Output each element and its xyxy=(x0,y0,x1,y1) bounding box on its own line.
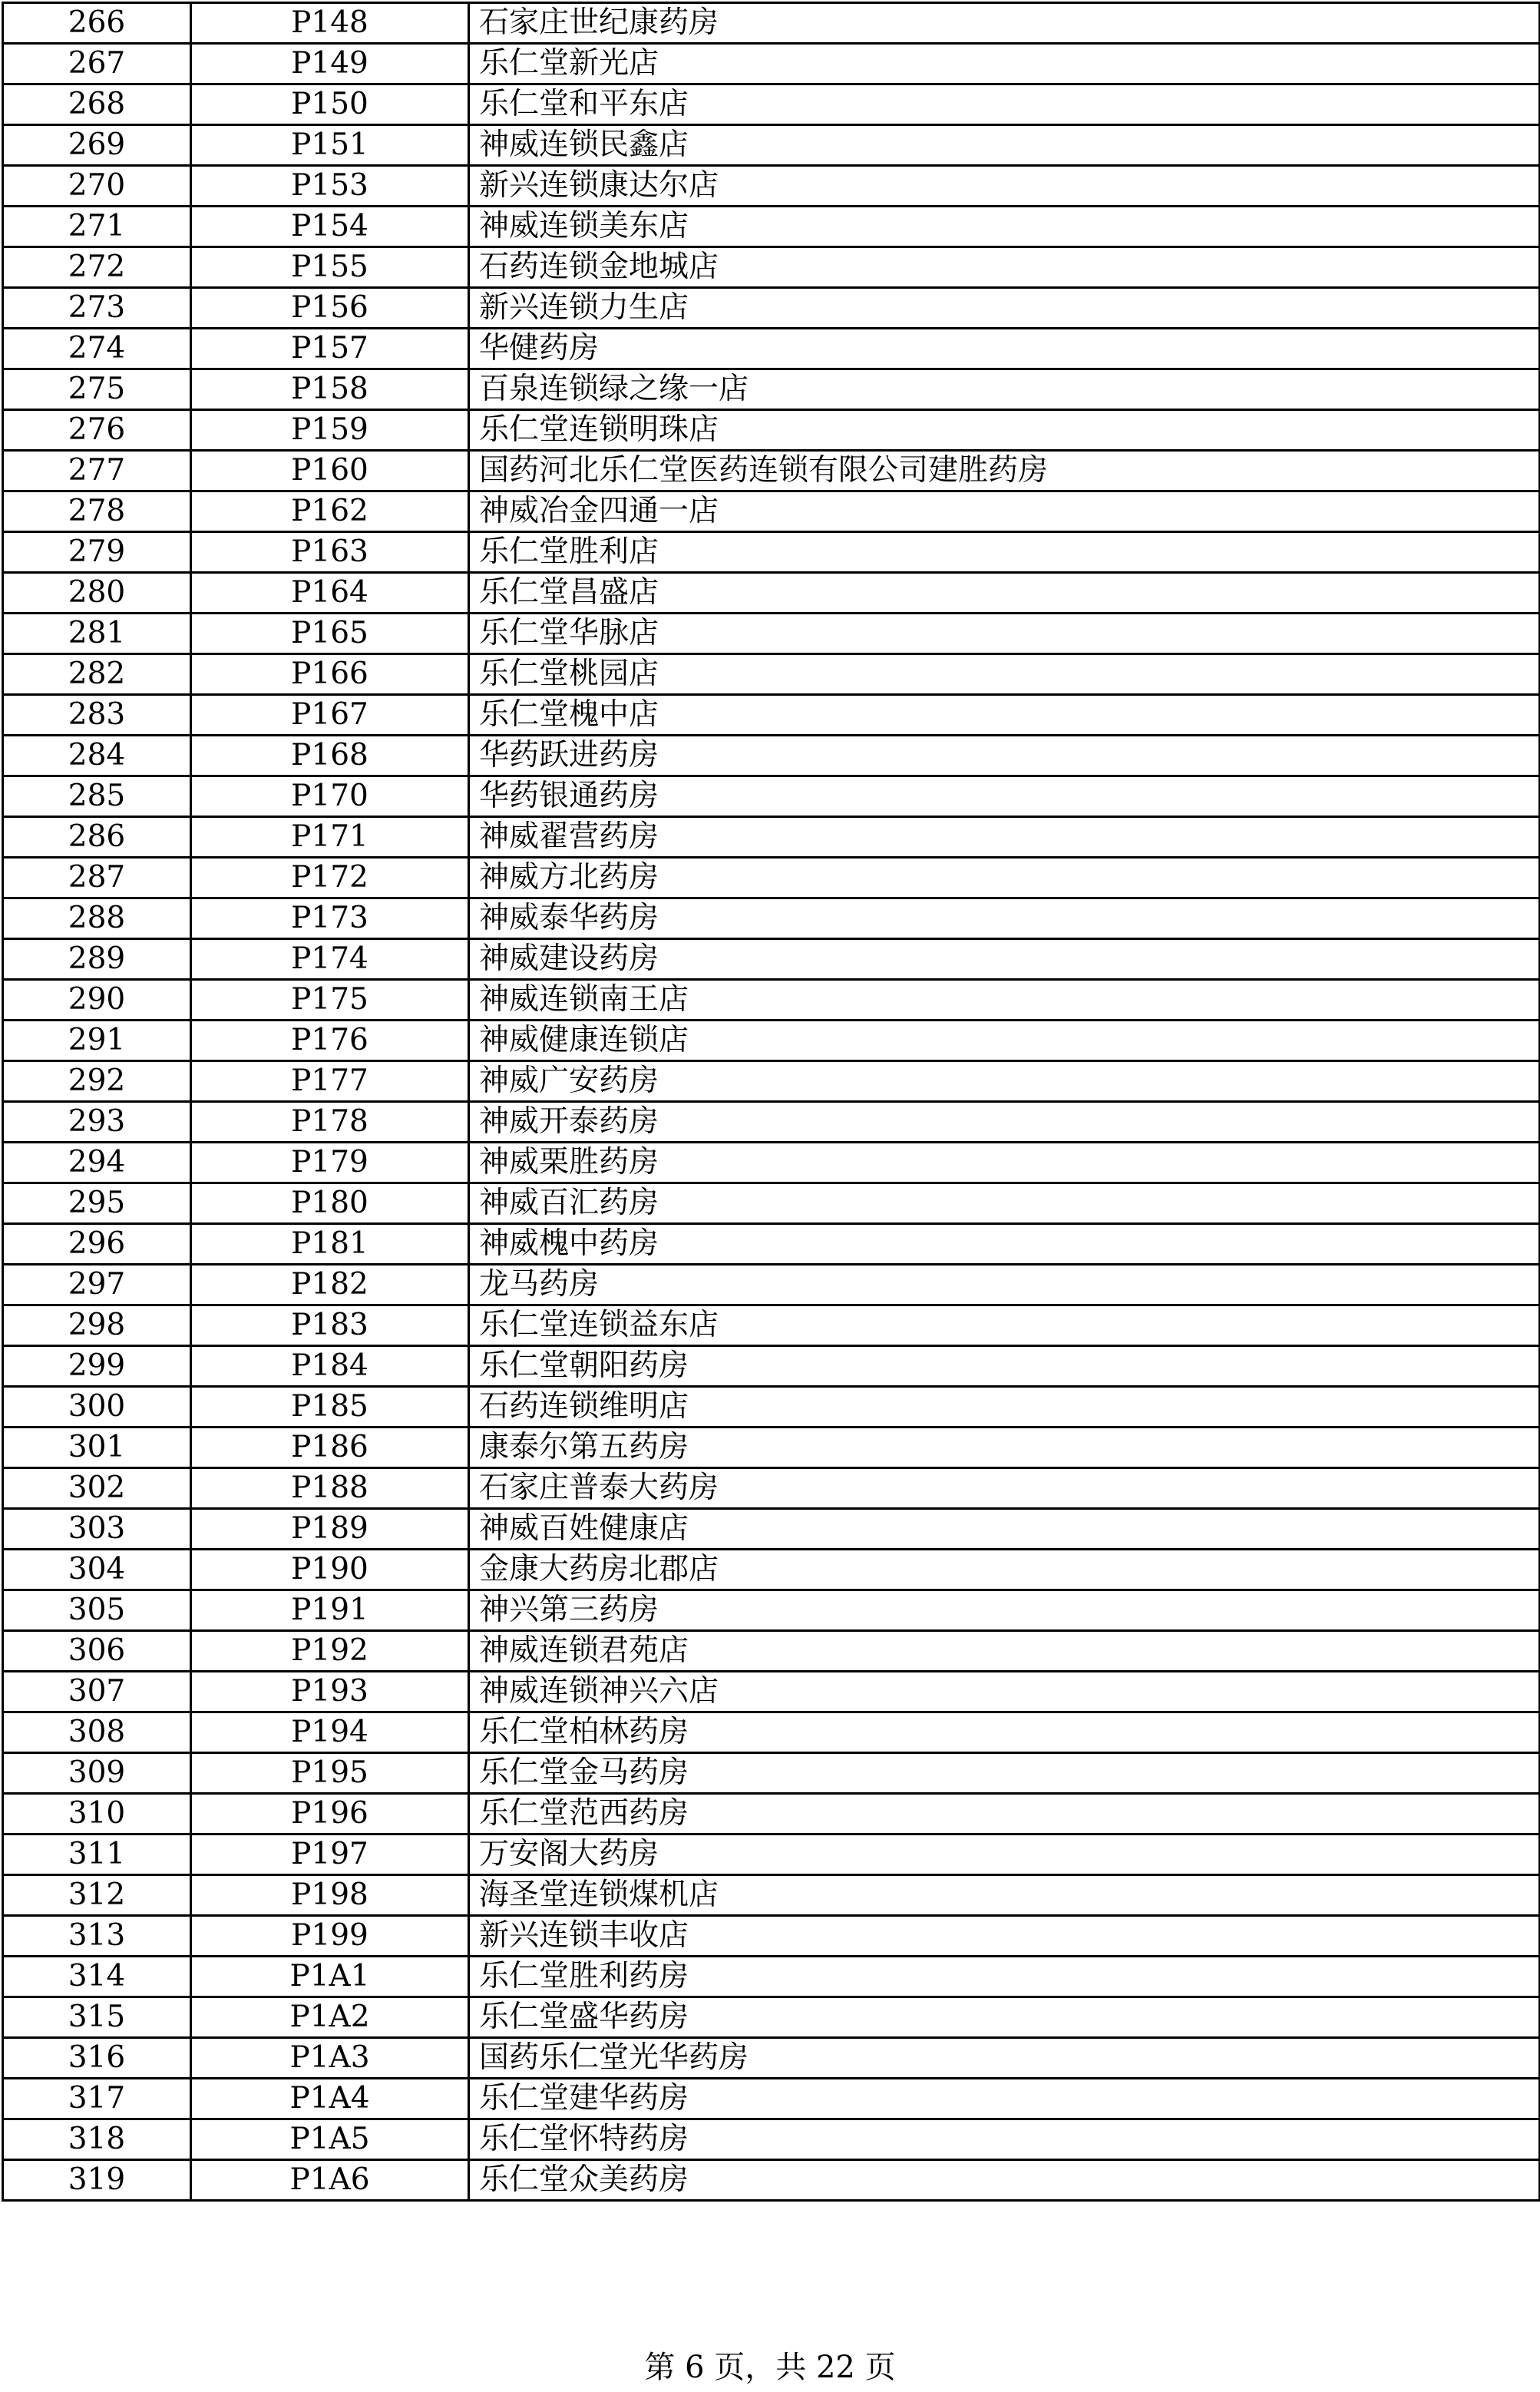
row-number-cell: 272 xyxy=(3,247,191,288)
row-number-cell: 283 xyxy=(3,695,191,736)
table-row xyxy=(3,84,1540,125)
store-code-cell: P159 xyxy=(191,410,469,451)
table-row xyxy=(3,1143,1540,1183)
store-name-cell: 神兴第三药房 xyxy=(469,1590,1540,1631)
row-number-cell: 268 xyxy=(3,84,191,125)
row-number-cell: 303 xyxy=(3,1509,191,1550)
store-code-cell: P158 xyxy=(191,369,469,410)
store-code-cell: P198 xyxy=(191,1875,469,1916)
row-number-cell: 315 xyxy=(3,1997,191,2038)
table-row xyxy=(3,491,1540,532)
store-name-cell: 神威建设药房 xyxy=(469,939,1540,980)
row-number-cell: 301 xyxy=(3,1428,191,1468)
store-code-cell: P186 xyxy=(191,1428,469,1468)
store-name-cell: 华药银通药房 xyxy=(469,776,1540,817)
store-name-cell: 乐仁堂槐中店 xyxy=(469,695,1540,736)
store-code-cell: P157 xyxy=(191,329,469,369)
store-name-cell: 乐仁堂盛华药房 xyxy=(469,1997,1540,2038)
store-name-cell: 乐仁堂众美药房 xyxy=(469,2160,1540,2201)
page-footer: 第 6 页，共 22 页 xyxy=(644,2350,896,2385)
store-code-cell: P185 xyxy=(191,1387,469,1428)
row-number-cell: 286 xyxy=(3,817,191,858)
row-number-cell: 287 xyxy=(3,858,191,898)
store-code-cell: P172 xyxy=(191,858,469,898)
store-name-cell: 神威广安药房 xyxy=(469,1061,1540,1102)
row-number-cell: 273 xyxy=(3,288,191,329)
table-row xyxy=(3,1346,1540,1387)
row-number-cell: 274 xyxy=(3,329,191,369)
table-row xyxy=(3,695,1540,736)
store-name-cell: 新兴连锁丰收店 xyxy=(469,1916,1540,1957)
table-row xyxy=(3,898,1540,939)
store-name-cell: 乐仁堂金马药房 xyxy=(469,1753,1540,1794)
store-name-cell: 华健药房 xyxy=(469,329,1540,369)
store-name-cell: 乐仁堂建华药房 xyxy=(469,2079,1540,2119)
table-row xyxy=(3,654,1540,695)
row-number-cell: 276 xyxy=(3,410,191,451)
row-number-cell: 294 xyxy=(3,1143,191,1183)
table-row xyxy=(3,532,1540,573)
store-code-cell: P148 xyxy=(191,3,469,44)
store-code-cell: P167 xyxy=(191,695,469,736)
table-row xyxy=(3,1835,1540,1875)
table-row xyxy=(3,1957,1540,1997)
row-number-cell: 304 xyxy=(3,1550,191,1590)
store-name-cell: 神威连锁民鑫店 xyxy=(469,125,1540,166)
store-name-cell: 乐仁堂胜利店 xyxy=(469,532,1540,573)
table-row xyxy=(3,1021,1540,1061)
table-row xyxy=(3,1712,1540,1753)
row-number-cell: 295 xyxy=(3,1183,191,1224)
table-row xyxy=(3,1387,1540,1428)
row-number-cell: 317 xyxy=(3,2079,191,2119)
store-code-cell: P160 xyxy=(191,451,469,491)
table-row xyxy=(3,1916,1540,1957)
store-code-cell: P196 xyxy=(191,1794,469,1835)
store-code-cell: P1A4 xyxy=(191,2079,469,2119)
store-name-cell: 国药乐仁堂光华药房 xyxy=(469,2038,1540,2079)
store-list-body xyxy=(3,3,1540,2201)
row-number-cell: 271 xyxy=(3,207,191,247)
store-name-cell: 乐仁堂胜利药房 xyxy=(469,1957,1540,1997)
table-row xyxy=(3,1997,1540,2038)
row-number-cell: 302 xyxy=(3,1468,191,1509)
store-code-cell: P1A6 xyxy=(191,2160,469,2201)
store-code-cell: P1A5 xyxy=(191,2119,469,2160)
row-number-cell: 288 xyxy=(3,898,191,939)
table-row xyxy=(3,1183,1540,1224)
table-row xyxy=(3,247,1540,288)
store-code-cell: P162 xyxy=(191,491,469,532)
store-name-cell: 石家庄普泰大药房 xyxy=(469,1468,1540,1509)
store-code-cell: P179 xyxy=(191,1143,469,1183)
store-name-cell: 金康大药房北郡店 xyxy=(469,1550,1540,1590)
table-row xyxy=(3,1061,1540,1102)
store-name-cell: 石药连锁金地城店 xyxy=(469,247,1540,288)
store-code-cell: P192 xyxy=(191,1631,469,1672)
store-code-cell: P149 xyxy=(191,44,469,84)
table-row xyxy=(3,1509,1540,1550)
store-code-cell: P165 xyxy=(191,614,469,654)
table-row xyxy=(3,1265,1540,1305)
store-name-cell: 神威方北药房 xyxy=(469,858,1540,898)
row-number-cell: 279 xyxy=(3,532,191,573)
row-number-cell: 275 xyxy=(3,369,191,410)
row-number-cell: 267 xyxy=(3,44,191,84)
table-row xyxy=(3,776,1540,817)
store-name-cell: 乐仁堂新光店 xyxy=(469,44,1540,84)
row-number-cell: 285 xyxy=(3,776,191,817)
store-code-cell: P154 xyxy=(191,207,469,247)
row-number-cell: 309 xyxy=(3,1753,191,1794)
store-name-cell: 神威百汇药房 xyxy=(469,1183,1540,1224)
store-code-cell: P184 xyxy=(191,1346,469,1387)
row-number-cell: 316 xyxy=(3,2038,191,2079)
table-row xyxy=(3,980,1540,1021)
store-code-cell: P166 xyxy=(191,654,469,695)
table-row xyxy=(3,1672,1540,1712)
store-name-cell: 神威连锁南王店 xyxy=(469,980,1540,1021)
table-row xyxy=(3,207,1540,247)
store-name-cell: 乐仁堂昌盛店 xyxy=(469,573,1540,614)
store-name-cell: 新兴连锁力生店 xyxy=(469,288,1540,329)
table-row xyxy=(3,1590,1540,1631)
table-row xyxy=(3,1428,1540,1468)
store-code-cell: P181 xyxy=(191,1224,469,1265)
store-name-cell: 乐仁堂朝阳药房 xyxy=(469,1346,1540,1387)
store-code-cell: P1A2 xyxy=(191,1997,469,2038)
store-name-cell: 康泰尔第五药房 xyxy=(469,1428,1540,1468)
table-row xyxy=(3,1305,1540,1346)
store-code-cell: P183 xyxy=(191,1305,469,1346)
table-row xyxy=(3,736,1540,776)
store-name-cell: 乐仁堂连锁益东店 xyxy=(469,1305,1540,1346)
store-name-cell: 万安阁大药房 xyxy=(469,1835,1540,1875)
store-name-cell: 乐仁堂华脉店 xyxy=(469,614,1540,654)
store-code-cell: P164 xyxy=(191,573,469,614)
store-name-cell: 神威连锁美东店 xyxy=(469,207,1540,247)
store-code-cell: P195 xyxy=(191,1753,469,1794)
store-name-cell: 新兴连锁康达尔店 xyxy=(469,166,1540,207)
table-row xyxy=(3,1102,1540,1143)
table-row xyxy=(3,1631,1540,1672)
table-row xyxy=(3,1468,1540,1509)
store-code-cell: P180 xyxy=(191,1183,469,1224)
store-code-cell: P193 xyxy=(191,1672,469,1712)
table-row xyxy=(3,573,1540,614)
row-number-cell: 311 xyxy=(3,1835,191,1875)
row-number-cell: 297 xyxy=(3,1265,191,1305)
row-number-cell: 299 xyxy=(3,1346,191,1387)
store-code-cell: P151 xyxy=(191,125,469,166)
table-row xyxy=(3,288,1540,329)
row-number-cell: 305 xyxy=(3,1590,191,1631)
store-name-cell: 神威槐中药房 xyxy=(469,1224,1540,1265)
row-number-cell: 298 xyxy=(3,1305,191,1346)
store-code-cell: P182 xyxy=(191,1265,469,1305)
table-row xyxy=(3,369,1540,410)
store-code-cell: P189 xyxy=(191,1509,469,1550)
row-number-cell: 277 xyxy=(3,451,191,491)
row-number-cell: 266 xyxy=(3,3,191,44)
store-name-cell: 乐仁堂范西药房 xyxy=(469,1794,1540,1835)
store-list-table xyxy=(2,2,1540,2202)
table-row xyxy=(3,2160,1540,2201)
row-number-cell: 282 xyxy=(3,654,191,695)
table-row xyxy=(3,125,1540,166)
store-code-cell: P1A3 xyxy=(191,2038,469,2079)
store-name-cell: 乐仁堂连锁明珠店 xyxy=(469,410,1540,451)
store-code-cell: P168 xyxy=(191,736,469,776)
store-code-cell: P150 xyxy=(191,84,469,125)
store-name-cell: 乐仁堂柏林药房 xyxy=(469,1712,1540,1753)
store-name-cell: 乐仁堂桃园店 xyxy=(469,654,1540,695)
store-code-cell: P197 xyxy=(191,1835,469,1875)
table-row xyxy=(3,44,1540,84)
store-code-cell: P188 xyxy=(191,1468,469,1509)
row-number-cell: 269 xyxy=(3,125,191,166)
table-row xyxy=(3,1224,1540,1265)
table-row xyxy=(3,939,1540,980)
table-row xyxy=(3,614,1540,654)
store-name-cell: 国药河北乐仁堂医药连锁有限公司建胜药房 xyxy=(469,451,1540,491)
row-number-cell: 278 xyxy=(3,491,191,532)
store-name-cell: 神威翟营药房 xyxy=(469,817,1540,858)
row-number-cell: 300 xyxy=(3,1387,191,1428)
store-code-cell: P199 xyxy=(191,1916,469,1957)
row-number-cell: 290 xyxy=(3,980,191,1021)
table-row xyxy=(3,329,1540,369)
row-number-cell: 318 xyxy=(3,2119,191,2160)
store-code-cell: P153 xyxy=(191,166,469,207)
store-code-cell: P175 xyxy=(191,980,469,1021)
row-number-cell: 312 xyxy=(3,1875,191,1916)
table-row xyxy=(3,410,1540,451)
table-row xyxy=(3,1794,1540,1835)
store-name-cell: 石药连锁维明店 xyxy=(469,1387,1540,1428)
table-row xyxy=(3,166,1540,207)
store-name-cell: 乐仁堂和平东店 xyxy=(469,84,1540,125)
table-row xyxy=(3,451,1540,491)
store-name-cell: 龙马药房 xyxy=(469,1265,1540,1305)
store-code-cell: P170 xyxy=(191,776,469,817)
store-code-cell: P177 xyxy=(191,1061,469,1102)
store-code-cell: P1A1 xyxy=(191,1957,469,1997)
row-number-cell: 284 xyxy=(3,736,191,776)
store-code-cell: P190 xyxy=(191,1550,469,1590)
store-code-cell: P174 xyxy=(191,939,469,980)
row-number-cell: 281 xyxy=(3,614,191,654)
row-number-cell: 280 xyxy=(3,573,191,614)
store-name-cell: 神威健康连锁店 xyxy=(469,1021,1540,1061)
store-code-cell: P191 xyxy=(191,1590,469,1631)
table-row xyxy=(3,3,1540,44)
table-row xyxy=(3,2038,1540,2079)
store-name-cell: 神威开泰药房 xyxy=(469,1102,1540,1143)
row-number-cell: 314 xyxy=(3,1957,191,1997)
table-row xyxy=(3,1875,1540,1916)
table-row xyxy=(3,1753,1540,1794)
table-row xyxy=(3,1550,1540,1590)
store-code-cell: P156 xyxy=(191,288,469,329)
row-number-cell: 293 xyxy=(3,1102,191,1143)
store-name-cell: 海圣堂连锁煤机店 xyxy=(469,1875,1540,1916)
row-number-cell: 307 xyxy=(3,1672,191,1712)
store-code-cell: P194 xyxy=(191,1712,469,1753)
store-name-cell: 华药跃进药房 xyxy=(469,736,1540,776)
store-name-cell: 神威百姓健康店 xyxy=(469,1509,1540,1550)
store-code-cell: P155 xyxy=(191,247,469,288)
store-name-cell: 神威冶金四通一店 xyxy=(469,491,1540,532)
row-number-cell: 319 xyxy=(3,2160,191,2201)
store-name-cell: 神威连锁神兴六店 xyxy=(469,1672,1540,1712)
row-number-cell: 270 xyxy=(3,166,191,207)
store-name-cell: 百泉连锁绿之缘一店 xyxy=(469,369,1540,410)
row-number-cell: 306 xyxy=(3,1631,191,1672)
row-number-cell: 313 xyxy=(3,1916,191,1957)
store-name-cell: 石家庄世纪康药房 xyxy=(469,3,1540,44)
table-row xyxy=(3,858,1540,898)
store-name-cell: 乐仁堂怀特药房 xyxy=(469,2119,1540,2160)
store-name-cell: 神威连锁君苑店 xyxy=(469,1631,1540,1672)
store-code-cell: P173 xyxy=(191,898,469,939)
store-code-cell: P163 xyxy=(191,532,469,573)
row-number-cell: 291 xyxy=(3,1021,191,1061)
store-name-cell: 神威栗胜药房 xyxy=(469,1143,1540,1183)
store-name-cell: 神威泰华药房 xyxy=(469,898,1540,939)
store-code-cell: P176 xyxy=(191,1021,469,1061)
row-number-cell: 296 xyxy=(3,1224,191,1265)
table-row xyxy=(3,2119,1540,2160)
row-number-cell: 308 xyxy=(3,1712,191,1753)
table-row xyxy=(3,817,1540,858)
row-number-cell: 289 xyxy=(3,939,191,980)
table-row xyxy=(3,2079,1540,2119)
store-code-cell: P171 xyxy=(191,817,469,858)
store-code-cell: P178 xyxy=(191,1102,469,1143)
row-number-cell: 310 xyxy=(3,1794,191,1835)
row-number-cell: 292 xyxy=(3,1061,191,1102)
